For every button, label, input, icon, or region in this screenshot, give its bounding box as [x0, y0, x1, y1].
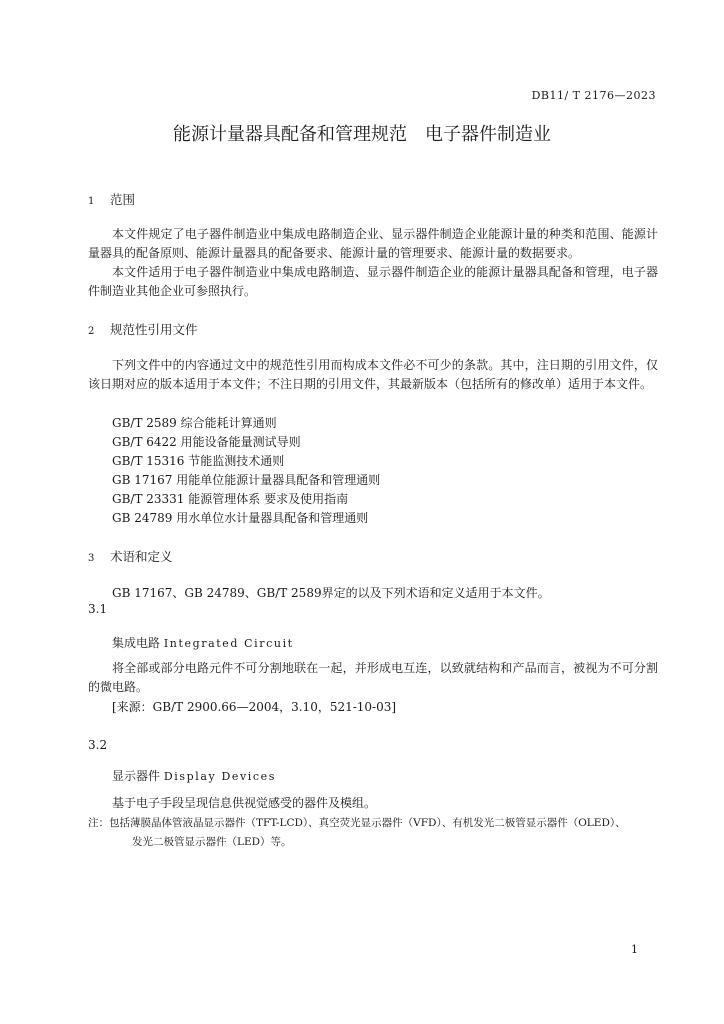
reference-item: GB 24789 用水单位水计量器具配备和管理通则 — [112, 511, 369, 525]
term-note — [88, 814, 663, 852]
reference-item: GB/T 15316 节能监测技术通则 — [112, 454, 285, 468]
terms-intro-paragraph: GB 17167、GB 24789、GB/T 2589界定的以及下列术语和定义适用于本文件。 — [112, 586, 550, 600]
normative-references-paragraph: 下列文件中的内容通过文中的规范性引用而构成本文件必不可少的条款。其中，注日期的引用文件，仅该日期对应的版本适用于本文件；不注日期的引用文件，其最新版本（包括所有的修改单）适用于本文件。 — [88, 358, 658, 391]
term-english: Integrated Circuit — [163, 637, 294, 650]
scope-paragraph-2: 本文件适用于电子器件制造业中集成电路制造、显示器件制造企业的能源计量器具配备和管理，电子器件制造业其他企业可参照执行。 — [88, 265, 658, 298]
scope-paragraph-1: 本文件规定了电子器件制造业中集成电路制造企业、显示器件制造企业能源计量的种类和范围、能源计量器具的配备原则、能源计量器具的配备要求、能源计量的管理要求、能源计量的数据要求。 — [88, 227, 658, 260]
reference-item: GB/T 6422 用能设备能量测试导则 — [112, 435, 301, 449]
section-2-heading — [88, 320, 198, 338]
section-number: 3 — [88, 553, 95, 564]
reference-item: GB/T 23331 能源管理体系 要求及使用指南 — [112, 492, 349, 506]
term-number: 3.2 — [88, 738, 108, 752]
term-definition: 将全部或部分电路元件不可分割地联在一起，并形成电互连，以致就结构和产品而言，被视为不可分割的微电路。 — [88, 661, 658, 694]
section-title: 范围 — [109, 192, 135, 207]
reference-item: GB/T 2589 综合能耗计算通则 — [112, 416, 277, 430]
reference-item: GB 17167 用能单位能源计量器具配备和管理通则 — [112, 473, 381, 487]
term-chinese: 集成电路 — [112, 636, 161, 650]
note-label: 注： — [88, 817, 109, 829]
standard-code: DB11/ T 2176—2023 — [531, 89, 656, 102]
section-3-heading — [88, 547, 173, 565]
term-chinese: 显示器件 — [112, 769, 161, 783]
term-heading — [112, 767, 276, 784]
term-definition: 基于电子手段呈现信息供视觉感受的器件及模组。 — [112, 796, 377, 810]
document-title: 能源计量器具配备和管理规范 电子器件制造业 — [173, 124, 551, 145]
section-title: 术语和定义 — [109, 549, 173, 564]
term-source: [来源：GB/T 2900.66—2004，3.10，521-10-03] — [112, 700, 397, 714]
section-number: 1 — [88, 196, 95, 207]
section-title: 规范性引用文件 — [109, 322, 198, 337]
term-number: 3.1 — [88, 602, 108, 616]
term-english: Display Devices — [163, 770, 277, 783]
section-number: 2 — [88, 326, 95, 337]
term-heading — [112, 634, 294, 651]
note-line-1: 包括薄膜晶体管液晶显示器件（TFT-LCD）、真空荧光显示器件（VFD）、有机发光二极管显示器件（OLED）、 — [109, 817, 626, 829]
note-line-2: 发光二极管显示器件（LED）等。 — [132, 836, 292, 848]
section-1-heading — [88, 190, 135, 208]
page-number: 1 — [631, 943, 638, 956]
